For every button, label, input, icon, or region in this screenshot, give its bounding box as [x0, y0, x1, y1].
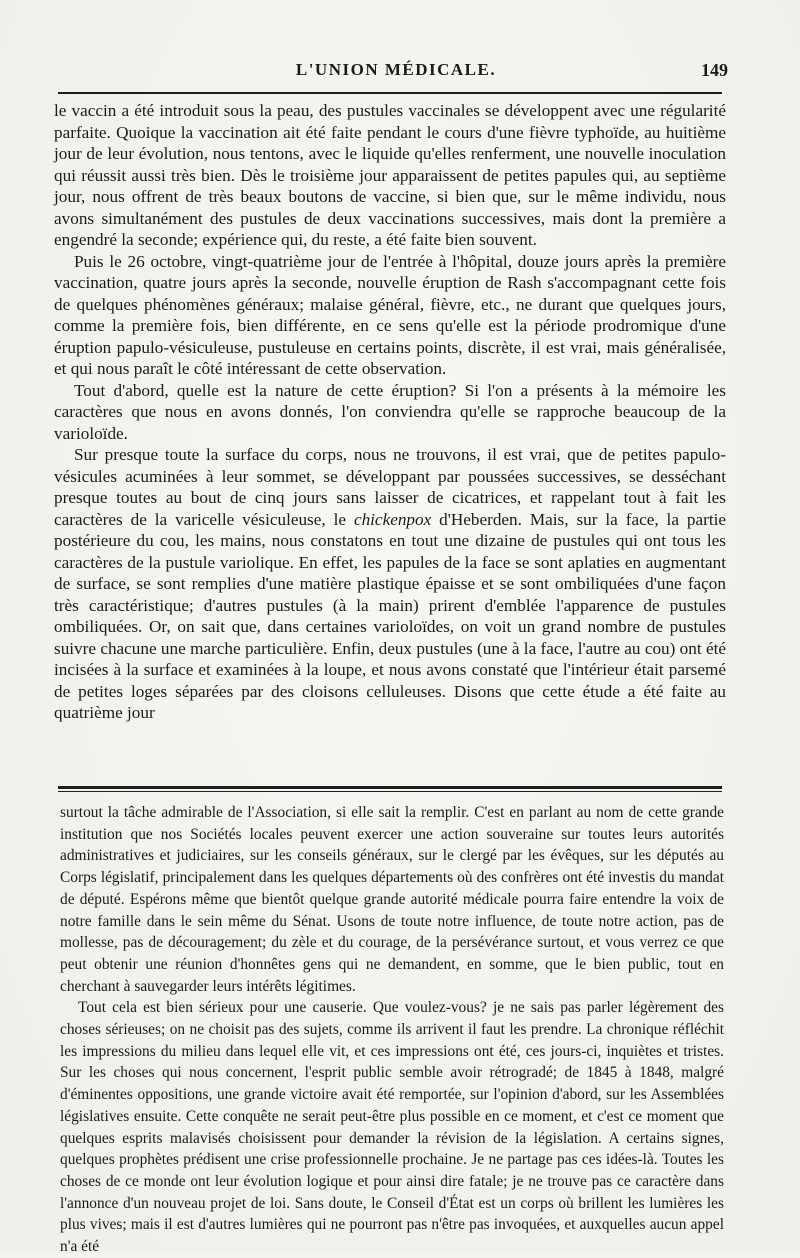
- header-rule: [58, 92, 722, 94]
- feuilleton-section: [60, 802, 724, 1258]
- separator-thin-line: [58, 791, 722, 792]
- article-paragraph: [54, 444, 726, 724]
- italic-term: chickenpox: [353, 509, 432, 529]
- feuilleton-paragraph: Tout cela est bien sérieux pour une causerie. Que voulez-vous? je ne sais pas parler légèrement des choses sérieuses; on ne choisit pas des sujets, comme ils arrivent il faut les prendre. La chronique réfléchit les impressions du milieu dans lequel elle vit, et ces impressions ont été, ces jours-ci, inquiètes et tristes. Sur les choses qui nous concernent, l'esprit public semble avoir rétrogradé; de 1845 à 1848, malgré d'éminentes oppositions, une grande victoire avait été remportée, sur l'opinion d'abord, sur les Assemblées législatives ensuite. Cette conquête ne serait peut-être plus possible en ce moment, et c'est ce moment que quelques esprits malavisés choisissent pour demander la révision de la législation. A certains signes, quelques prophètes prédisent une crise professionnelle prochaine. Je ne partage pas ces idées-là. Toutes les choses de ce monde ont leur évolution logique et pour ainsi dire fatale; je ne trouve pas ce caractère dans l'annonce d'un nouveau projet de loi. Sans doute, le Conseil d'État est un corps où brillent les lumières les plus vives; mais il est d'autres lumières qui ne pourront pas n'être pas invoquées, et auxquelles aucun appel n'a été: [60, 999, 724, 1256]
- paragraph-text: Sur presque toute la surface du corps, nous ne trouvons, il est vrai, que de petites papulo-vésicules acuminées à leur sommet, se développant par poussées successives, se desséchant presque toutes au bout de cinq jours sans laisser de cicatrices, et rappelant tout à fait les caractères de la varicelle vésiculeuse, le: [54, 445, 726, 529]
- feuilleton-paragraph: surtout la tâche admirable de l'Association, si elle sait la remplir. C'est en parlant au nom de cette grande institution que nos Sociétés locales peuvent exercer une action souveraine sur toutes leurs autorités administratives et judiciaires, sur les conseils généraux, sur le clergé par les évêques, sur les députés au Corps législatif, principalement dans les quelques départements où des confrères ont été investis du mandat de député. Espérons même que bientôt quelque grande autorité médicale pourra faire entendre la voix de notre famille dans le sein même du Sénat. Usons de toute notre influence, de toute notre action, pas de mollesse, pas de découragement; du zèle et du courage, de la persévérance surtout, et vous verrez ce que peut obtenir une réunion d'honnêtes gens qui ne demandent, en somme, que le bien public, tout en cherchant à sauvegarder leurs intérêts légitimes.: [60, 804, 724, 995]
- paragraph-text: d'Heberden. Mais, sur la face, la partie postérieure du cou, les mains, nous constatons en tout une dizaine de pustules qui ont tous les caractères de la pustule variolique. En effet, les papules de la face se sont aplaties en augmentant de surface, se sont remplies d'une matière plastique épaisse et se sont ombiliquées d'une façon très caractéristique; d'autres pustules (à la main) prirent d'emblée l'apparence de pustules ombiliquées. Or, on sait que, dans certaines varioloïdes, on voit un grand nombre de pustules suivre chacune une marche particulière. Enfin, deux pustules (une à la face, l'autre au cou) ont été incisées à la surface et examinées à la loupe, et nous avons constaté que l'intérieur était parsemé de petites loges séparées par des cloisons celluleuses. Disons que cette étude a été faite au quatrième jour: [54, 509, 726, 722]
- separator-thick-line: [58, 786, 722, 789]
- main-article: [54, 100, 726, 724]
- article-paragraph: Puis le 26 octobre, vingt-quatrième jour de l'entrée à l'hôpital, douze jours après la première vaccination, quatre jours après la seconde, nouvelle éruption de Rash s'accompagnant cette fois de quelques phénomènes généraux; malaise général, fièvre, etc., ne durant que quelques jours, comme la première fois, bien différente, en ce sens qu'elle est la période prodromique d'une éruption papulo-vésiculeuse, pustuleuse en certains points, discrète, il est vrai, mais généralisée, et qui nous paraît le côté intéressant de cette observation.: [54, 251, 726, 378]
- feuilleton-separator: [58, 786, 722, 792]
- running-title: L'UNION MÉDICALE.: [295, 60, 497, 79]
- page-header: [58, 60, 734, 90]
- article-paragraph: Tout d'abord, quelle est la nature de cette éruption? Si l'on a présents à la mémoire les caractères que nous en avons donnés, l'on conviendra qu'elle se rapproche beaucoup de la varioloïde.: [54, 380, 726, 443]
- page-number: 149: [701, 60, 728, 80]
- article-paragraph: le vaccin a été introduit sous la peau, des pustules vaccinales se développent avec une régularité parfaite. Quoique la vaccination ait été faite pendant le cours d'une fièvre typhoïde, au huitième jour de leur évolution, nous tentons, avec le liquide qu'elles renferment, une nouvelle inoculation qui réussit aussi très bien. Dès le troisième jour apparaissent de petites papules qui, au septième jour, nous offrent de très beaux boutons de vaccine, si bien que, sur le même individu, nous avons simultanément des pustules de deux vaccinations successives, mais dont la première a engendré la seconde; expérience qui, du reste, a été faite bien souvent.: [54, 101, 726, 249]
